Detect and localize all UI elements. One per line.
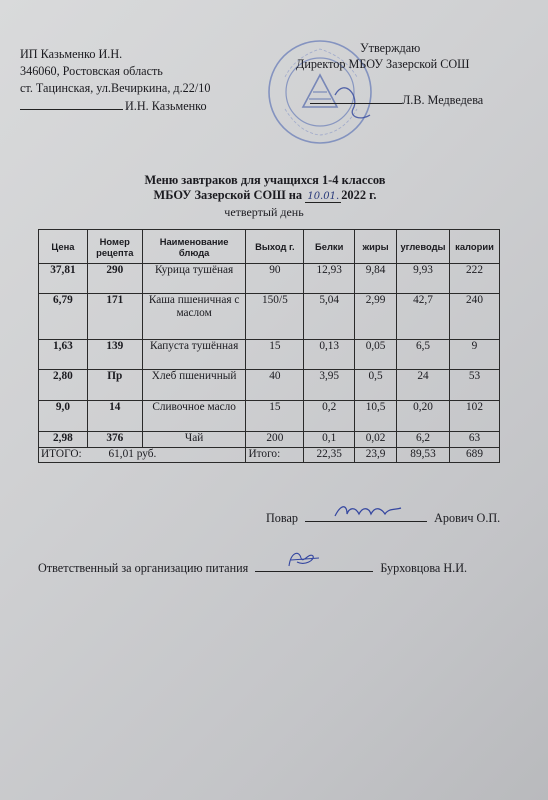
menu-table: [38, 229, 500, 463]
cell-dish: Капуста тушённая: [142, 340, 246, 370]
header-protein: Белки: [304, 230, 355, 264]
cell-recipe: 290: [87, 264, 142, 294]
approve-name: Л.В. Медведева: [402, 93, 484, 107]
cell-fat: 0,5: [355, 370, 397, 401]
total-sum: 61,01 руб.: [108, 448, 157, 460]
approve-signature-line: [296, 92, 483, 108]
cell-recipe: 376: [87, 432, 142, 448]
cell-dish: Каша пшеничная с маслом: [142, 294, 246, 340]
approval-block: [296, 40, 483, 108]
org-address-street: ст. Тацинская, ул.Вечиркина, д.22/10: [20, 81, 211, 95]
org-name: ИП Казьменко И.Н.: [20, 47, 123, 61]
organization-block: [20, 46, 210, 115]
total-label-2: Итого:: [246, 448, 304, 463]
cook-sign-line: [305, 510, 427, 522]
menu-subtitle: [0, 188, 539, 203]
cell-yield: 40: [246, 370, 304, 401]
header-kcal: калории: [450, 230, 500, 264]
cell-yield: 15: [246, 401, 304, 432]
school-prefix: МБОУ Зазерской СОШ на: [153, 188, 303, 202]
cell-protein: 0,2: [304, 401, 355, 432]
total-fat: 23,9: [355, 448, 397, 463]
cell-kcal: 240: [450, 294, 500, 340]
cell-recipe: 139: [87, 340, 142, 370]
cell-carbs: 6,2: [397, 432, 450, 448]
cook-name: Арович О.П.: [434, 511, 501, 525]
signature-blank: [310, 93, 402, 104]
header-dish: Наименование блюда: [142, 230, 246, 264]
responsible-name: Бурховцова Н.И.: [380, 561, 468, 575]
cell-yield: 15: [246, 340, 304, 370]
cell-fat: 9,84: [355, 264, 397, 294]
header-recipe: Номер рецепта: [87, 230, 142, 264]
cell-price: 37,81: [39, 264, 88, 294]
org-signature-line: [20, 97, 210, 115]
total-protein: 22,35: [304, 448, 355, 463]
cell-price: 2,98: [39, 432, 88, 448]
total-label: ИТОГО:: [41, 448, 82, 460]
cook-signature: [266, 510, 500, 526]
table-row: [39, 370, 500, 401]
cell-protein: 0,1: [304, 432, 355, 448]
cell-price: 9,0: [39, 401, 88, 432]
table-row: [39, 432, 500, 448]
cell-kcal: 9: [450, 340, 500, 370]
menu-day: четвертый день: [224, 205, 304, 219]
cell-fat: 2,99: [355, 294, 397, 340]
table-total-row: [39, 448, 500, 463]
table-row: [39, 340, 500, 370]
date-handwritten: 10.01.: [305, 191, 341, 203]
cell-price: 1,63: [39, 340, 88, 370]
cell-dish: Сливочное масло: [142, 401, 246, 432]
table-row: [39, 294, 500, 340]
table-row: [39, 401, 500, 432]
cell-protein: 0,13: [304, 340, 355, 370]
cell-recipe: Пр: [87, 370, 142, 401]
cell-protein: 3,95: [304, 370, 355, 401]
responsible-signature: [38, 560, 467, 576]
approve-label: Утверждаю: [360, 41, 421, 55]
header-carbs: углеводы: [397, 230, 450, 264]
cell-fat: 0,05: [355, 340, 397, 370]
table-row: [39, 264, 500, 294]
cell-kcal: 102: [450, 401, 500, 432]
cell-carbs: 0,20: [397, 401, 450, 432]
cook-handwritten-signature: [333, 502, 403, 520]
total-carbs: 89,53: [397, 448, 450, 463]
cell-kcal: 53: [450, 370, 500, 401]
menu-title: Меню завтраков для учащихся 1-4 классов: [144, 173, 386, 187]
cell-carbs: 9,93: [397, 264, 450, 294]
cell-price: 6,79: [39, 294, 88, 340]
cook-role: Повар: [266, 511, 298, 525]
responsible-handwritten-signature: [285, 548, 325, 570]
cell-kcal: 222: [450, 264, 500, 294]
signature-blank: [20, 97, 123, 110]
header-price: Цена: [39, 230, 88, 264]
cell-protein: 5,04: [304, 294, 355, 340]
year: 2022 г.: [341, 188, 377, 202]
cell-carbs: 6,5: [397, 340, 450, 370]
cell-fat: 0,02: [355, 432, 397, 448]
responsible-sign-line: [255, 560, 373, 572]
total-cell: [39, 448, 246, 463]
cell-price: 2,80: [39, 370, 88, 401]
table-header-row: [39, 230, 500, 264]
header-yield: Выход г.: [246, 230, 304, 264]
cell-kcal: 63: [450, 432, 500, 448]
approve-role: Директор МБОУ Зазерской СОШ: [296, 57, 470, 71]
cell-carbs: 42,7: [397, 294, 450, 340]
total-kcal: 689: [450, 448, 500, 463]
org-sign-name: И.Н. Казьменко: [125, 99, 207, 113]
cell-carbs: 24: [397, 370, 450, 401]
cell-dish: Чай: [142, 432, 246, 448]
cell-recipe: 14: [87, 401, 142, 432]
cell-yield: 150/5: [246, 294, 304, 340]
cell-fat: 10,5: [355, 401, 397, 432]
responsible-role: Ответственный за организацию питания: [38, 561, 249, 575]
org-address-region: 346060, Ростовская область: [20, 64, 163, 78]
cell-recipe: 171: [87, 294, 142, 340]
cell-dish: Курица тушёная: [142, 264, 246, 294]
cell-protein: 12,93: [304, 264, 355, 294]
cell-dish: Хлеб пшеничный: [142, 370, 246, 401]
header-fat: жиры: [355, 230, 397, 264]
cell-yield: 90: [246, 264, 304, 294]
cell-yield: 200: [246, 432, 304, 448]
